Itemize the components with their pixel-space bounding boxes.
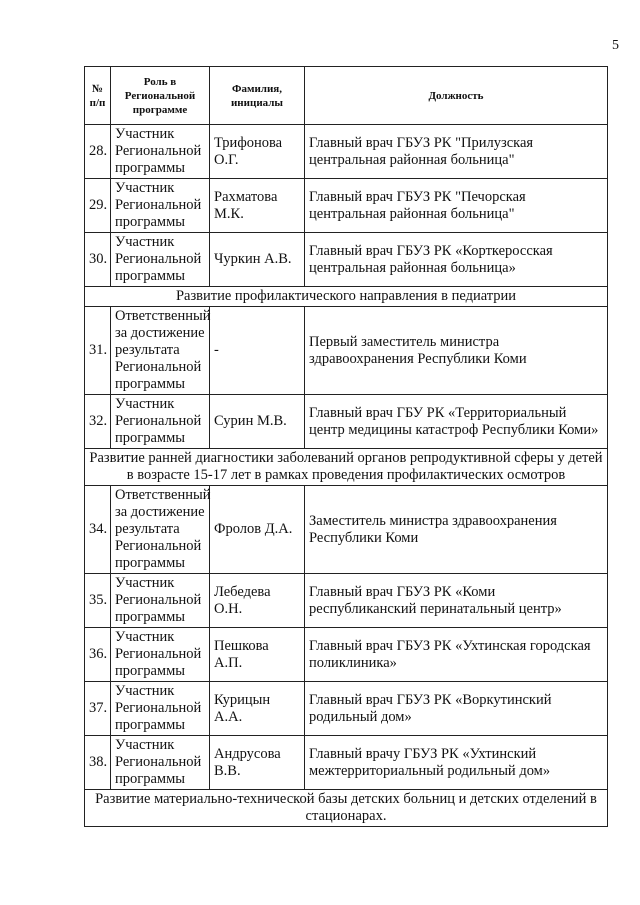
row-role: Ответственный за достижение результата Региональной программы — [111, 486, 210, 574]
row-position: Первый заместитель министра здравоохранения Республики Коми — [305, 307, 608, 395]
table-row — [85, 628, 608, 682]
section-row — [85, 287, 608, 307]
row-name: Сурин М.В. — [210, 395, 305, 449]
row-number: 30. — [85, 233, 111, 287]
row-position: Главный врач ГБУЗ РК «Коми республиканский перинатальный центр» — [305, 574, 608, 628]
table-row — [85, 179, 608, 233]
table-row — [85, 307, 608, 395]
row-position: Главный врач ГБУЗ РК «Ухтинская городская поликлиника» — [305, 628, 608, 682]
row-number: 32. — [85, 395, 111, 449]
header-name: Фамилия, инициалы — [210, 67, 305, 125]
row-name: - — [210, 307, 305, 395]
section-title: Развитие ранней диагностики заболеваний органов репродуктивной сферы у детей в возрасте 15-17 лет в рамках проведения профилактических осмотров — [85, 449, 608, 486]
row-position: Главный врач ГБУЗ РК "Прилузская центральная районная больница" — [305, 125, 608, 179]
row-name: Курицын А.А. — [210, 682, 305, 736]
row-position: Главный врачу ГБУЗ РК «Ухтинский межтерриториальный родильный дом» — [305, 736, 608, 790]
page-number: 5 — [612, 38, 619, 53]
row-name: Фролов Д.А. — [210, 486, 305, 574]
row-role: Участник Региональной программы — [111, 395, 210, 449]
table-row — [85, 736, 608, 790]
section-row — [85, 790, 608, 827]
row-name: Андрусова В.В. — [210, 736, 305, 790]
row-role: Участник Региональной программы — [111, 179, 210, 233]
table-row — [85, 395, 608, 449]
row-number: 29. — [85, 179, 111, 233]
row-role: Участник Региональной программы — [111, 736, 210, 790]
row-number: 36. — [85, 628, 111, 682]
row-number: 38. — [85, 736, 111, 790]
row-role: Участник Региональной программы — [111, 682, 210, 736]
header-position: Должность — [305, 67, 608, 125]
header-number: № п/п — [85, 67, 111, 125]
row-number: 34. — [85, 486, 111, 574]
row-position: Заместитель министра здравоохранения Республики Коми — [305, 486, 608, 574]
row-role: Участник Региональной программы — [111, 574, 210, 628]
table-row — [85, 486, 608, 574]
row-number: 37. — [85, 682, 111, 736]
section-title: Развитие материально-технической базы детских больниц и детских отделений в стационарах. — [85, 790, 608, 827]
table-body — [85, 125, 608, 827]
row-number: 31. — [85, 307, 111, 395]
row-name: Рахматова М.К. — [210, 179, 305, 233]
row-position: Главный врач ГБУЗ РК «Воркутинский родильный дом» — [305, 682, 608, 736]
row-name: Чуркин А.В. — [210, 233, 305, 287]
row-position: Главный врач ГБУЗ РК «Корткеросская центральная районная больница» — [305, 233, 608, 287]
table-row — [85, 574, 608, 628]
row-position: Главный врач ГБУ РК «Территориальный центр медицины катастроф Республики Коми» — [305, 395, 608, 449]
row-number: 28. — [85, 125, 111, 179]
responsibility-table — [84, 66, 608, 827]
row-name: Пешкова А.П. — [210, 628, 305, 682]
row-role: Участник Региональной программы — [111, 628, 210, 682]
table-header-row — [85, 67, 608, 125]
table-row — [85, 233, 608, 287]
row-name: Трифонова О.Г. — [210, 125, 305, 179]
row-position: Главный врач ГБУЗ РК "Печорская центральная районная больница" — [305, 179, 608, 233]
table-row — [85, 125, 608, 179]
table-row — [85, 682, 608, 736]
row-number: 35. — [85, 574, 111, 628]
row-role: Участник Региональной программы — [111, 233, 210, 287]
row-role: Участник Региональной программы — [111, 125, 210, 179]
section-row — [85, 449, 608, 486]
row-role: Ответственный за достижение результата Региональной программы — [111, 307, 210, 395]
row-name: Лебедева О.Н. — [210, 574, 305, 628]
section-title: Развитие профилактического направления в педиатрии — [85, 287, 608, 307]
header-role: Роль в Региональной программе — [111, 67, 210, 125]
